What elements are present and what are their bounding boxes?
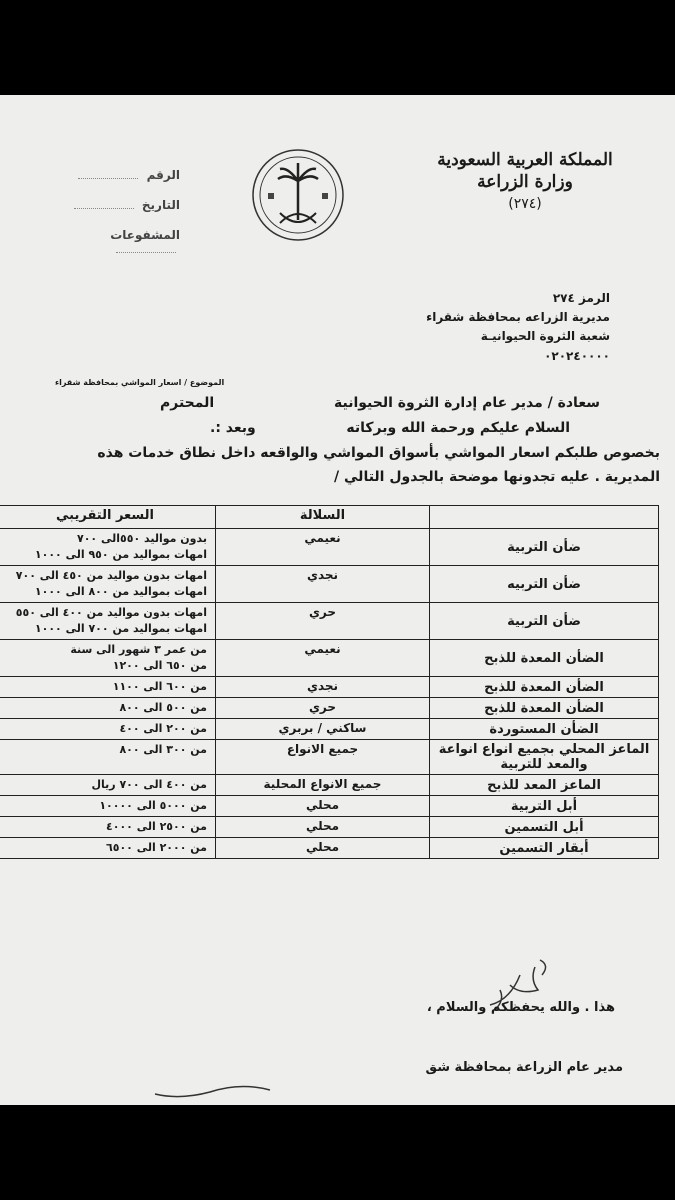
col-header-price: السعر التقريبي [0, 506, 216, 529]
breed-cell: نجدي [216, 677, 430, 698]
table-row [0, 796, 659, 817]
addressee-honorific: المحترم [160, 395, 215, 411]
letter-page [0, 95, 675, 1105]
price-line: من ٦٠٠ الى ١١٠٠ [112, 680, 207, 693]
price-cell [0, 796, 216, 817]
table-row [0, 677, 659, 698]
table-header-row [0, 506, 659, 529]
price-line: امهات بدون مواليد من ٤٠٠ الى ٥٥٠ [15, 606, 207, 619]
price-line: من ٥٠٠٠ الى ١٠٠٠٠ [99, 799, 207, 812]
subject-line: الموضوع / اسعار المواشي بمحافظة شقراء [55, 378, 225, 387]
price-cell [0, 740, 216, 775]
table-row [0, 775, 659, 796]
livestock-type-cell: الماعز المعد للذبح [430, 775, 659, 796]
col-header-type [430, 506, 659, 529]
livestock-type-cell: أبقار التسمين [430, 838, 659, 859]
breed-cell: جميع الانواع المحلية [216, 775, 430, 796]
table-body [0, 529, 659, 859]
body-line-2: المديرية . عليه تجدونها موضحة بالجدول التالي / [334, 469, 660, 485]
signer-title: مدير عام الزراعة بمحافظة شق [425, 1060, 623, 1075]
livestock-price-table [0, 505, 659, 859]
breed-cell: ساكني / بربري [216, 719, 430, 740]
price-cell [0, 529, 216, 566]
ministry-name: وزارة الزراعة [477, 172, 573, 192]
price-line: امهات بمواليد من ٨٠٠ الى ١٠٠٠ [34, 585, 207, 598]
breed-cell: محلي [216, 838, 430, 859]
livestock-type-cell: ضأن التربية [430, 603, 659, 640]
table-row [0, 838, 659, 859]
price-line: من ٦٥٠ الى ١٢٠٠ [112, 659, 207, 672]
price-cell [0, 698, 216, 719]
price-line: من ٥٠٠ الى ٨٠٠ [119, 701, 207, 714]
attachments-field: المشفوعات [60, 228, 180, 256]
price-cell [0, 719, 216, 740]
table-row [0, 566, 659, 603]
table-row [0, 719, 659, 740]
breed-cell: جميع الانواع [216, 740, 430, 775]
addressee-title: سعادة / مدير عام إدارة الثروة الحيوانية [334, 395, 600, 411]
price-line: من عمر ٣ شهور الى سنة [70, 643, 207, 656]
date-field: التاريخ [60, 198, 180, 212]
sender-division: شعبة الثروة الحيوانيـة [480, 329, 610, 343]
breed-cell: نجدي [216, 566, 430, 603]
price-cell [0, 775, 216, 796]
livestock-type-cell: أبل التربية [430, 796, 659, 817]
handwritten-signature-icon [150, 1080, 280, 1105]
price-line: امهات بمواليد من ٩٥٠ الى ١٠٠٠ [34, 548, 207, 561]
livestock-type-cell: الضأن المعدة للذبح [430, 677, 659, 698]
price-line: من ٣٠٠ الى ٨٠٠ [119, 743, 207, 756]
livestock-type-cell: ضأن التربية [430, 529, 659, 566]
price-line: بدون مواليد ٥٥٠الى ٧٠٠ [77, 532, 207, 545]
breed-cell: حري [216, 603, 430, 640]
letterhead-ministry [415, 150, 635, 212]
sender-code: الرمز ٢٧٤ [552, 291, 610, 305]
price-cell [0, 677, 216, 698]
price-line: من ٢٠٠ الى ٤٠٠ [119, 722, 207, 735]
price-cell [0, 838, 216, 859]
after-greeting: وبعد :. [210, 420, 256, 436]
table-row [0, 640, 659, 677]
col-header-breed: السلالة [216, 506, 430, 529]
breed-cell: محلي [216, 817, 430, 838]
price-cell [0, 603, 216, 640]
breed-cell: نعيمي [216, 529, 430, 566]
ministry-seal-icon [248, 145, 348, 245]
ref-number-field: الرقم [60, 168, 180, 182]
closing-line: هذا . والله يحفظكم والسلام ، [426, 1000, 615, 1015]
livestock-type-cell: الضأن المعدة للذبح [430, 640, 659, 677]
price-line: من ٤٠٠ الى ٧٠٠ ريال [91, 778, 207, 791]
price-cell [0, 640, 216, 677]
table-row [0, 529, 659, 566]
livestock-type-cell: أبل التسمين [430, 817, 659, 838]
livestock-type-cell: ضأن التربيه [430, 566, 659, 603]
livestock-type-cell: الضأن المستوردة [430, 719, 659, 740]
sender-phone: ٠٢٠٢٤٠٠٠٠ [544, 349, 610, 363]
livestock-type-cell: الضأن المعدة للذبح [430, 698, 659, 719]
sender-directorate: مديرية الزراعه بمحافظة شقراء [426, 310, 610, 324]
breed-cell: نعيمي [216, 640, 430, 677]
body-line-1: بخصوص طلبكم اسعار المواشي بأسواق المواشي والواقعه داخل نطاق خدمات هذه [97, 445, 660, 461]
greeting: السلام عليكم ورحمة الله وبركاته [346, 420, 570, 436]
breed-cell: محلي [216, 796, 430, 817]
table-row [0, 817, 659, 838]
table-row [0, 603, 659, 640]
price-cell [0, 566, 216, 603]
table-row [0, 698, 659, 719]
kingdom-name: المملكة العربية السعودية [437, 150, 613, 170]
price-line: من ٢٠٠٠ الى ٦٥٠٠ [106, 841, 207, 854]
ministry-code: (٢٧٤) [508, 196, 542, 212]
price-line: امهات بمواليد من ٧٠٠ الى ١٠٠٠ [34, 622, 207, 635]
price-cell [0, 817, 216, 838]
price-line: امهات بدون مواليد من ٤٥٠ الى ٧٠٠ [15, 569, 207, 582]
price-line: من ٢٥٠٠ الى ٤٠٠٠ [106, 820, 207, 833]
livestock-type-cell: الماعز المحلي بجميع انواع انواعة والمعد للتربية [430, 740, 659, 775]
breed-cell: حري [216, 698, 430, 719]
table-row [0, 740, 659, 775]
